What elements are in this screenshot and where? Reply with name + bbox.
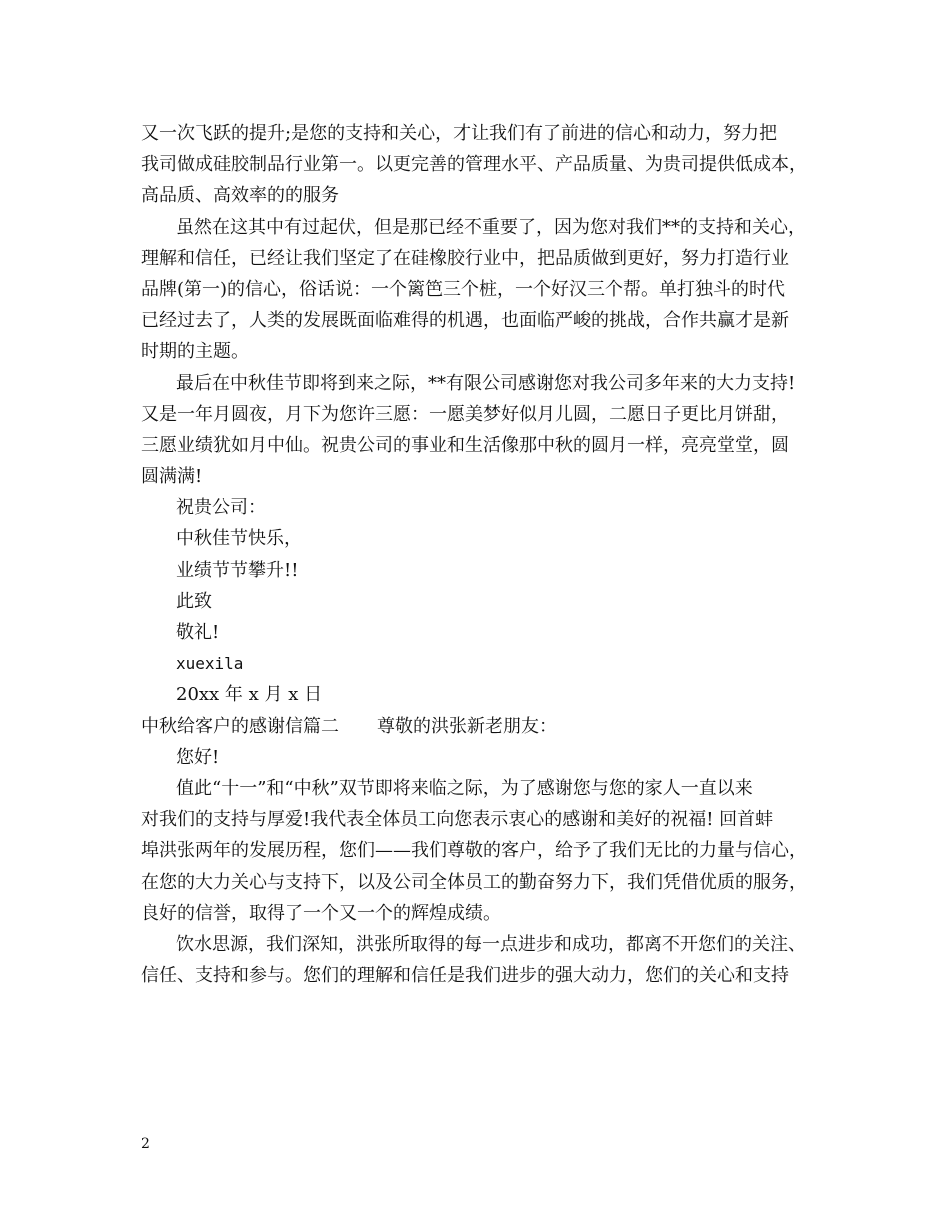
text-line: 时期的主题。 (141, 341, 249, 363)
text-line: 高品质、高效率的的服务 (141, 185, 339, 207)
text-line: 又一次飞跃的提升;是您的支持和关心，才让我们有了前进的信心和动力，努力把 (141, 123, 778, 144)
text-line: 最后在中秋佳节即将到来之际，**有限公司感谢您对我公司多年来的大力支持! (176, 372, 796, 394)
text-line: 值此“十一”和“中秋”双节即将来临之际，为了感谢您与您的家人一直以来 (176, 777, 753, 799)
text-line: 在您的大力关心与支持下，以及公司全体员工的勤奋努力下，我们凭借优质的服务， (141, 871, 807, 893)
salutation: 尊敬的洪张新老朋友： (377, 715, 557, 737)
text-line: 已经过去了，人类的发展既面临难得的机遇，也面临严峻的挑战，合作共赢才是新 (141, 310, 789, 332)
text-line: 良好的信誉，取得了一个又一个的辉煌成绩。 (141, 902, 501, 924)
text-line: 业绩节节攀升!! (176, 559, 299, 581)
text-line: 埠洪张两年的发展历程，您们——我们尊敬的客户，给予了我们无比的力量与信心， (141, 840, 807, 862)
page-number: 2 (141, 1136, 150, 1152)
text-line: 祝贵公司： (176, 497, 266, 519)
text-line: 敬礼! (176, 622, 220, 643)
text-line: 饮水思源，我们深知，洪张所取得的每一点进步和成功，都离不开您们的关注、 (176, 933, 806, 955)
text-line: 理解和信任，已经让我们坚定了在硅橡胶行业中，把品质做到更好，努力打造行业 (141, 247, 789, 269)
text-line: 圆满满! (141, 466, 203, 488)
text-line: 对我们的支持与厚爱!我代表全体员工向您表示衷心的感谢和美好的祝福! 回首蚌 (141, 809, 774, 831)
text-line: 三愿业绩犹如月中仙。祝贵公司的事业和生活像那中秋的圆月一样，亮亮堂堂，圆 (141, 434, 789, 456)
section-title: 中秋给客户的感谢信篇二 (141, 715, 339, 737)
text-line: 中秋佳节快乐， (176, 528, 302, 550)
text-line: 您好! (176, 746, 220, 768)
section-heading (141, 711, 831, 742)
date-line: 20xx 年 x 月 x 日 (176, 684, 323, 706)
body-text (141, 118, 831, 991)
text-line: 品牌(第一)的信心，俗话说：一个篱笆三个桩，一个好汉三个帮。单打独斗的时代 (141, 278, 786, 300)
text-line: 此致 (176, 590, 212, 612)
text-line: 又是一年月圆夜，月下为您许三愿：一愿美梦好似月儿圆，二愿日子更比月饼甜， (141, 403, 789, 425)
text-line: 我司做成硅胶制品行业第一。以更完善的管理水平、产品质量、为贵司提供低成本， (141, 154, 807, 176)
text-line: 信任、支持和参与。您们的理解和信任是我们进步的强大动力，您们的关心和支持 (141, 965, 789, 987)
signature-line: xuexila (176, 654, 244, 674)
text-line: 虽然在这其中有过起伏，但是那已经不重要了，因为您对我们**的支持和关心， (176, 216, 806, 238)
